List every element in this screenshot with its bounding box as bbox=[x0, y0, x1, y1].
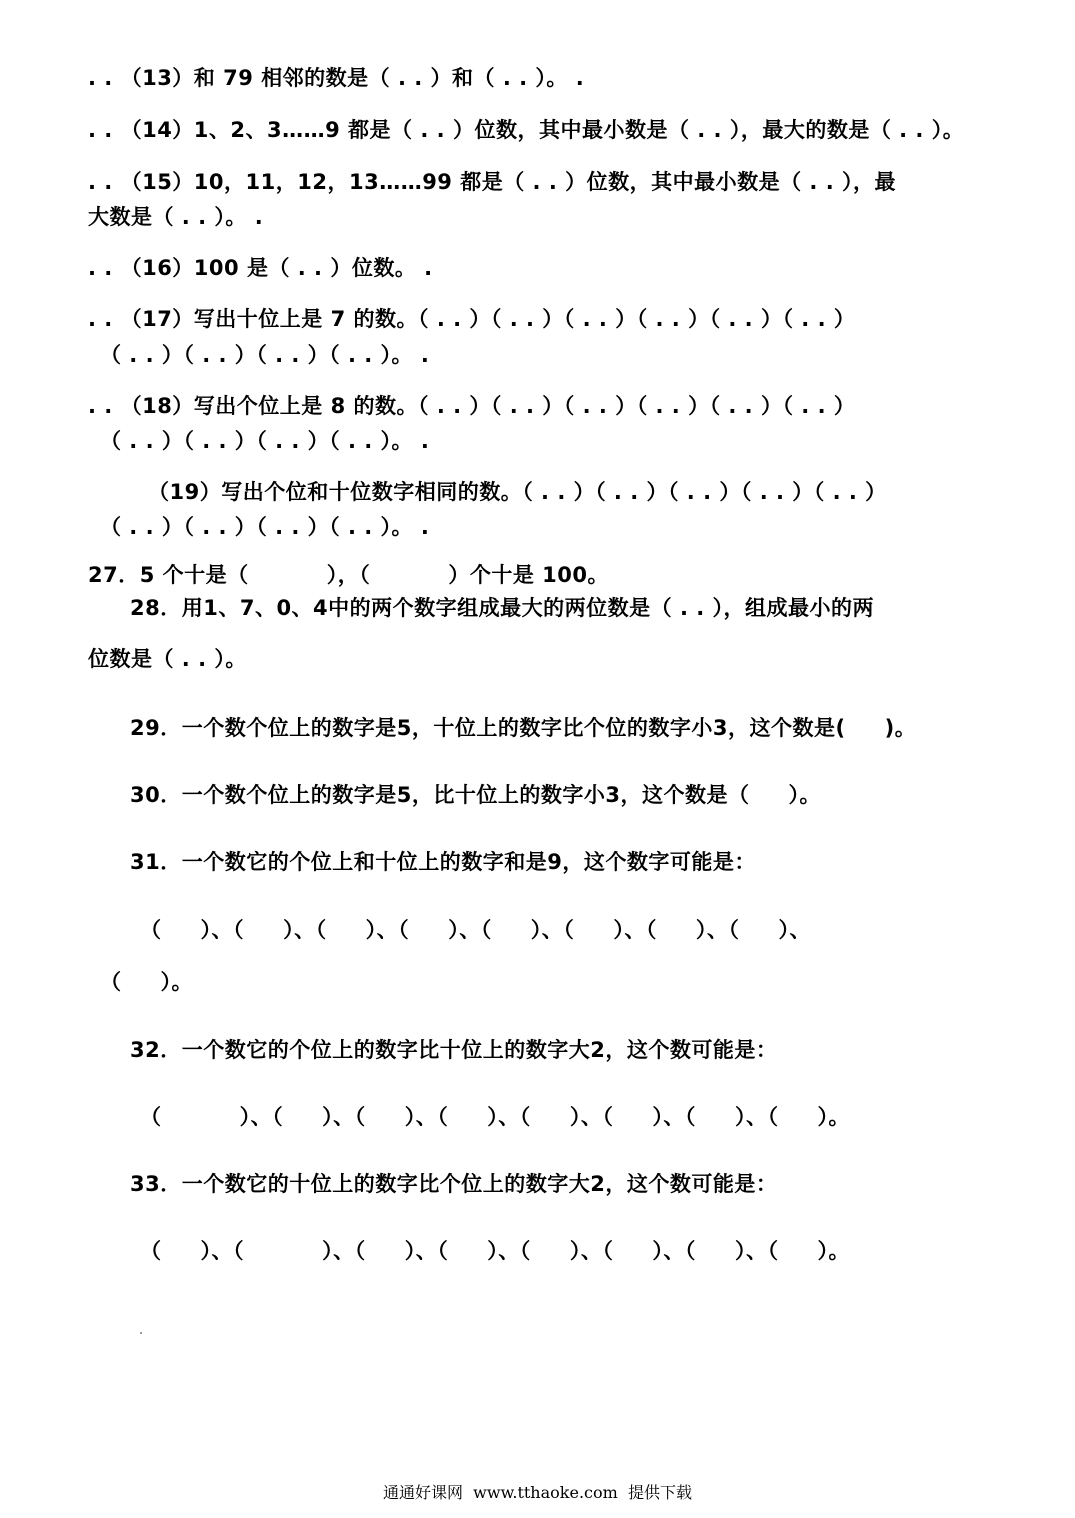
worksheet-line: （ . . ）（ . . ）（ . . ）（ . . ）。 . bbox=[100, 515, 430, 539]
worksheet-line: 33．一个数它的十位上的数字比个位上的数字大2，这个数可能是： bbox=[130, 1172, 778, 1196]
worksheet-line: 大数是（ . . ）。 . bbox=[88, 205, 264, 229]
worksheet-line: 29．一个数个位上的数字是5，十位上的数字比个位的数字小3，这个数是( )。 bbox=[130, 716, 917, 740]
worksheet-line: 31．一个数它的个位上和十位上的数字和是9，这个数字可能是： bbox=[130, 850, 756, 874]
worksheet-line: 28．用1、7、0、4中的两个数字组成最大的两位数是（ . . ），组成最小的两 bbox=[130, 596, 875, 620]
worksheet-line: . . （17）写出十位上是 7 的数。（ . . ）（ . . ）（ . . ）（ . . ）（ . . ）（ . . ） bbox=[88, 307, 856, 331]
worksheet-line: . . （16）100 是（ . . ）位数。 . bbox=[88, 256, 433, 280]
worksheet-line: （19）写出个位和十位数字相同的数。（ . . ）（ . . ）（ . . ）（ . . ）（ . . ） bbox=[148, 480, 887, 504]
worksheet-line: 27．5 个十是（ ），（ ）个十是 100。 bbox=[88, 563, 610, 587]
worksheet-line: （ ）、（ ）、（ ）、（ ）、（ ）、（ ）、（ ）、（ ）、 bbox=[140, 918, 811, 942]
worksheet-line: （ ）。 bbox=[100, 970, 194, 994]
worksheet-line: . . （14）1、2、3……9 都是（ . . ）位数，其中最小数是（ . . ），最大的数是（ . . ）。 bbox=[88, 118, 965, 142]
stray-mark bbox=[140, 1332, 142, 1334]
worksheet-line: （ . . ）（ . . ）（ . . ）（ . . ）。 . bbox=[100, 343, 430, 367]
page-footer: 通通好课网 www.tthaoke.com 提供下载 bbox=[383, 1483, 692, 1502]
worksheet-line: （ ）、（ ）、（ ）、（ ）、（ ）、（ ）、（ ）、（ ）。 bbox=[140, 1105, 850, 1129]
worksheet-line: . . （15）10，11，12，13……99 都是（ . . ）位数，其中最小数是（ . . ），最 bbox=[88, 170, 897, 194]
worksheet-line: . . （13）和 79 相邻的数是（ . . ）和（ . . ）。 . bbox=[88, 66, 585, 90]
worksheet-line: （ ）、（ ）、（ ）、（ ）、（ ）、（ ）、（ ）、（ ）。 bbox=[140, 1239, 850, 1263]
worksheet-line: 30．一个数个位上的数字是5，比十位上的数字小3，这个数是（ ）。 bbox=[130, 783, 821, 807]
worksheet-line: . . （18）写出个位上是 8 的数。（ . . ）（ . . ）（ . . ）（ . . ）（ . . ）（ . . ） bbox=[88, 394, 856, 418]
worksheet-line: （ . . ）（ . . ）（ . . ）（ . . ）。 . bbox=[100, 429, 430, 453]
worksheet-line: 32．一个数它的个位上的数字比十位上的数字大2，这个数可能是： bbox=[130, 1038, 778, 1062]
worksheet-line: 位数是（ . . ）。 bbox=[88, 647, 247, 671]
